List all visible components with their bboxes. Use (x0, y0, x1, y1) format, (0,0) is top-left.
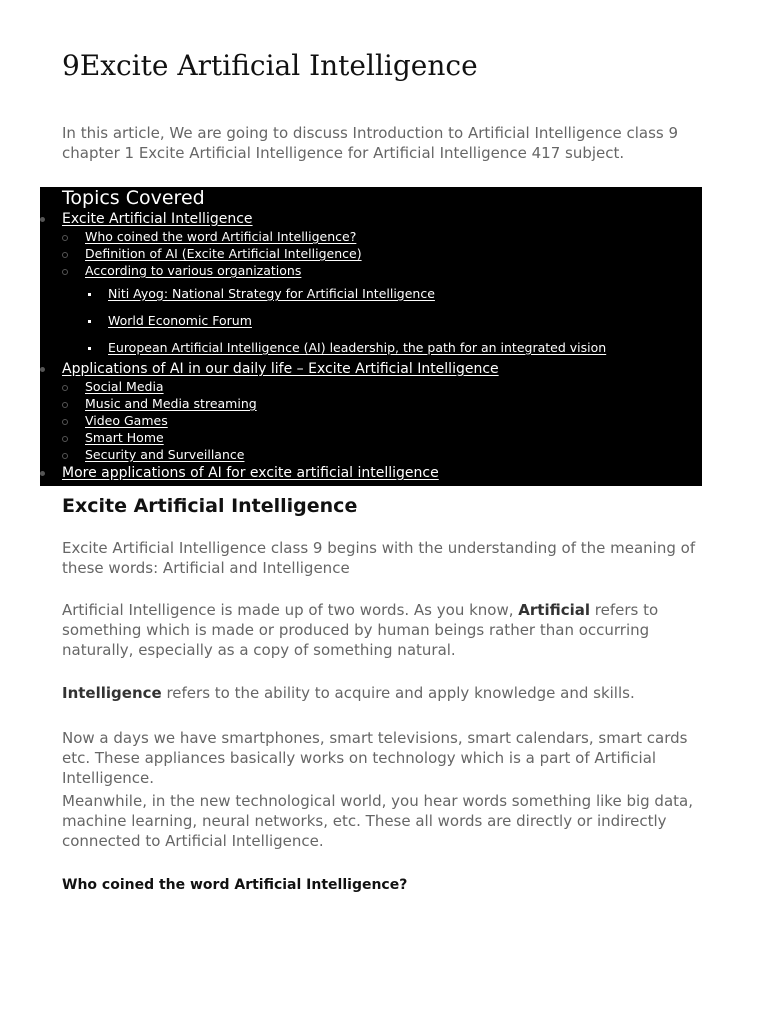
bullet-circle (62, 235, 68, 241)
bullet-circle (62, 252, 68, 258)
bullet-square (88, 320, 91, 323)
body-paragraph: Excite Artificial Intelligence class 9 begins with the understanding of the meaning of these words: Artificial and Intelligence (62, 539, 696, 577)
toc-link[interactable]: Applications of AI in our daily life – Excite Artificial Intelligence (62, 361, 499, 377)
bullet-disc (40, 217, 45, 222)
section-heading: Excite Artificial Intelligence (62, 495, 358, 517)
bullet-disc (40, 367, 45, 372)
toc-link[interactable]: Video Games (85, 413, 168, 428)
subheading: Who coined the word Artificial Intelligence? (62, 877, 408, 893)
bullet-circle (62, 453, 68, 459)
table-of-contents (40, 187, 702, 486)
body-paragraph (62, 600, 712, 660)
bullet-circle (62, 436, 68, 442)
toc-link[interactable]: Music and Media streaming (85, 396, 257, 411)
toc-title: Topics Covered (62, 187, 205, 209)
page-title: 9Excite Artificial Intelligence (62, 49, 478, 82)
toc-link[interactable]: Social Media (85, 379, 164, 394)
toc-link[interactable]: European Artificial Intelligence (AI) leadership, the path for an integrated vision (108, 340, 607, 355)
bullet-disc (40, 471, 45, 476)
toc-link[interactable]: More applications of AI for excite artificial intelligence (62, 465, 439, 481)
text-run: refers to something which is made or produced by human beings rather than occurring naturally, especially as a copy of something natural. (62, 601, 659, 659)
bullet-circle (62, 402, 68, 408)
toc-link[interactable]: Excite Artificial Intelligence (62, 211, 253, 227)
bullet-circle (62, 269, 68, 275)
bullet-circle (62, 419, 68, 425)
toc-link[interactable]: Security and Surveillance (85, 447, 245, 462)
toc-link[interactable]: Definition of AI (Excite Artificial Intelligence) (85, 246, 362, 261)
bullet-circle (62, 385, 68, 391)
body-paragraph (62, 683, 712, 703)
toc-link[interactable]: Smart Home (85, 430, 164, 445)
toc-link[interactable]: Niti Ayog: National Strategy for Artificial Intelligence (108, 286, 435, 301)
bold-term: Intelligence (62, 684, 162, 702)
toc-link[interactable]: Who coined the word Artificial Intelligence? (85, 229, 357, 244)
text-run: refers to the ability to acquire and apply knowledge and skills. (161, 684, 635, 702)
body-paragraph: Meanwhile, in the new technological world, you hear words something like big data, machine learning, neural networks, etc. These all words are directly or indirectly connected to Artificial Intelligence. (62, 792, 693, 850)
bullet-square (88, 347, 91, 350)
toc-link[interactable]: World Economic Forum (108, 313, 252, 328)
bold-term: Artificial (518, 601, 591, 619)
bullet-square (88, 293, 91, 296)
text-run: Artificial Intelligence is made up of two words. As you know, (62, 601, 519, 619)
toc-link[interactable]: According to various organizations (85, 263, 302, 278)
intro-paragraph: In this article, We are going to discuss Introduction to Artificial Intelligence class 9 chapter 1 Excite Artificial Intelligence for Artificial Intelligence 417 subject. (62, 124, 679, 162)
body-paragraph: Now a days we have smartphones, smart televisions, smart calendars, smart cards etc. These appliances basically works on technology which is a part of Artificial Intelligence. (62, 729, 688, 787)
